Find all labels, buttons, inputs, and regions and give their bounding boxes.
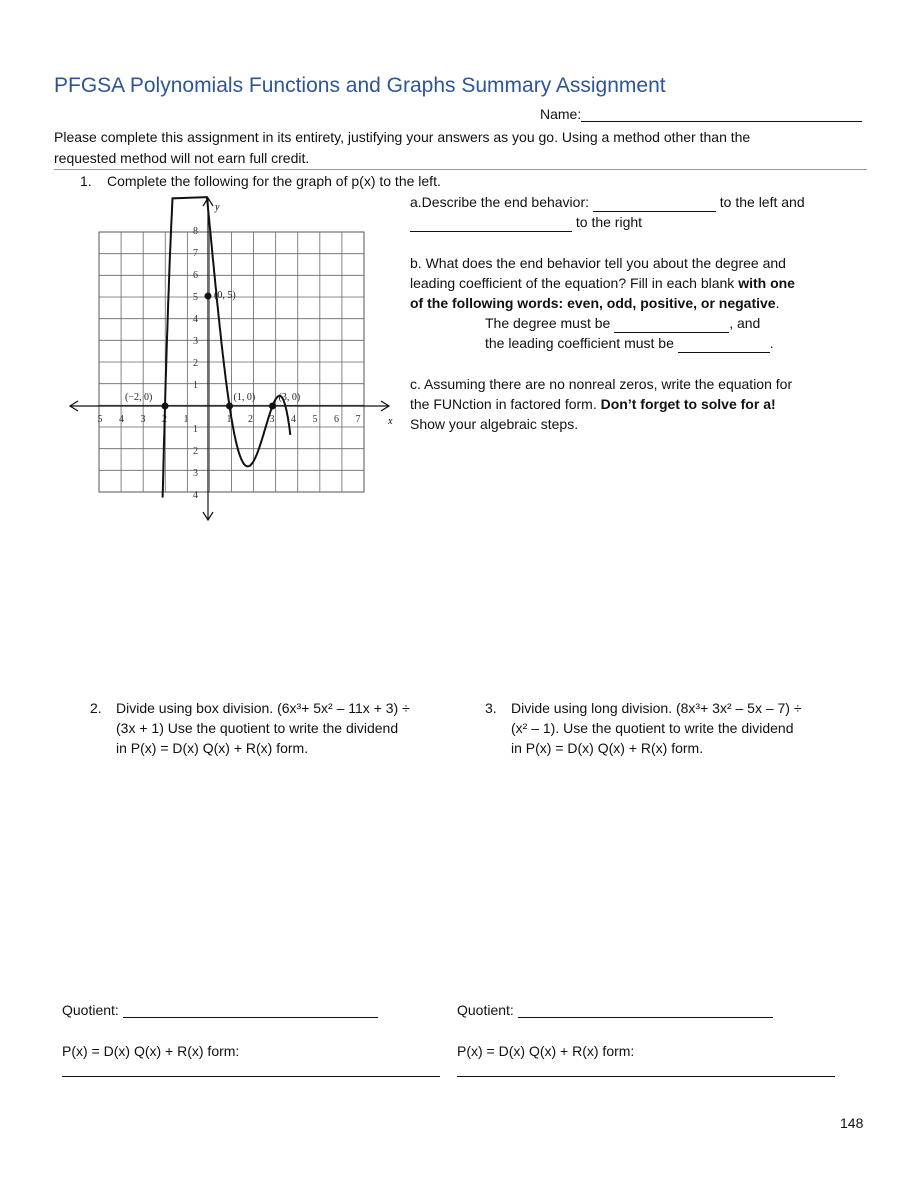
q1a-label: a.Describe the end behavior:	[410, 194, 589, 210]
divider	[54, 169, 867, 170]
q3-line-1: Divide using long division. (8x³+ 3x² – 5x – 7) ÷	[511, 700, 802, 716]
q1a-left-blank[interactable]	[593, 197, 716, 212]
x-tick-label: 2	[162, 414, 167, 425]
q1c-line-3: Show your algebraic steps.	[410, 416, 579, 432]
q3-quotient-row	[457, 1002, 773, 1018]
q2-line-3: in P(x) = D(x) Q(x) + R(x) form.	[116, 740, 309, 756]
y-tick-label: 3	[193, 468, 198, 479]
x-tick-label: 4	[291, 414, 296, 425]
q2-quotient-blank[interactable]	[123, 1003, 378, 1018]
y-tick-label: 7	[193, 248, 198, 259]
q2-line-2: (3x + 1) Use the quotient to write the dividend	[116, 720, 399, 736]
x-tick-label: 7	[355, 414, 361, 425]
q2-quotient-label: Quotient:	[62, 1002, 119, 1018]
graph-point	[205, 293, 212, 300]
x-tick-label: 2	[248, 414, 253, 425]
q3-quotient-label: Quotient:	[457, 1002, 514, 1018]
q1-prompt-text: Complete the following for the graph of p(x) to the left.	[107, 173, 441, 189]
graph-point-label: (1, 0)	[233, 392, 256, 403]
q2-block	[90, 698, 450, 758]
q1-prompt	[80, 173, 441, 189]
x-tick-label: 4	[119, 414, 124, 425]
x-tick-label: 6	[334, 414, 339, 425]
q1c-block	[410, 374, 792, 434]
name-label: Name:	[540, 106, 582, 122]
graph-point-label: (0, 5)	[214, 290, 236, 301]
q1b-block	[410, 253, 795, 353]
q1a-row-2	[410, 212, 642, 232]
x-tick-label: 1	[226, 414, 232, 425]
page-number: 148	[840, 1115, 864, 1131]
q3-block	[485, 698, 855, 758]
q3-form-blank[interactable]	[457, 1076, 835, 1077]
q1c-line-2-bold: Don’t forget to solve for a!	[600, 396, 776, 412]
q1b-degree-blank[interactable]	[614, 318, 729, 333]
q1c-line-2-plain: the FUNction in factored form.	[410, 396, 601, 412]
q1b-line-3-bold: of the following words: even, odd, positive, or negative	[410, 295, 776, 311]
graph-point	[269, 403, 276, 410]
x-tick-label: 5	[312, 414, 318, 425]
x-tick-label: 5	[97, 414, 103, 425]
q3-form-label: P(x) = D(x) Q(x) + R(x) form:	[457, 1043, 635, 1059]
y-tick-label: 1	[193, 424, 198, 435]
name-blank[interactable]	[581, 107, 862, 122]
q1b-line-3-end: .	[775, 295, 780, 311]
name-row	[540, 106, 862, 122]
x-tick-label: 1	[183, 414, 189, 425]
q2-quotient-row	[62, 1002, 378, 1018]
graph-point	[162, 403, 169, 410]
q1b-line-2-bold: with one	[738, 275, 795, 291]
q1a-right-blank[interactable]	[410, 217, 572, 232]
q3-line-2: (x² – 1). Use the quotient to write the dividend	[511, 720, 794, 736]
q1b-line-3	[410, 293, 795, 313]
y-tick-label: 5	[193, 292, 198, 303]
y-tick-label: 6	[193, 270, 198, 281]
q2-form-blank[interactable]	[62, 1076, 440, 1077]
q1b-degree-label: The degree must be	[485, 315, 611, 331]
q1b-degree-row	[485, 313, 795, 333]
x-tick-label: 3	[140, 414, 146, 425]
q1c-line-1: c. Assuming there are no nonreal zeros, write the equation for	[410, 376, 793, 392]
y-tick-label: 8	[193, 226, 198, 237]
q3-number: 3.	[485, 700, 497, 716]
y-tick-label: 2	[193, 358, 198, 369]
q1c-line-2	[410, 394, 792, 414]
graph-point	[226, 403, 233, 410]
page-title: PFGSA Polynomials Functions and Graphs Summary Assignment	[54, 74, 666, 97]
q1b-line-2-plain: leading coefficient of the equation? Fill in each blank	[410, 275, 739, 291]
q3-quotient-blank[interactable]	[518, 1003, 773, 1018]
q1-number: 1.	[80, 173, 92, 189]
x-tick-label: 3	[269, 414, 275, 425]
q1b-coef-blank[interactable]	[678, 338, 770, 353]
y-tick-label: 4	[193, 314, 198, 325]
polynomial-curve	[163, 197, 291, 497]
q1a-right-suffix: to the right	[575, 214, 643, 230]
q1b-line-2	[410, 273, 795, 293]
q1b-coef-row	[485, 333, 795, 353]
instructions-line-1: Please complete this assignment in its entirety, justifying your answers as you go. Using a method other than the	[54, 129, 751, 145]
instructions	[54, 127, 854, 169]
q1b-line-1: b. What does the end behavior tell you about the degree and	[410, 255, 786, 271]
q3-line-3: in P(x) = D(x) Q(x) + R(x) form.	[511, 740, 704, 756]
polynomial-graph	[62, 190, 402, 528]
x-axis-label: x	[388, 416, 393, 427]
q1b-coef-label: the leading coefficient must be	[485, 335, 674, 351]
q2-form-label: P(x) = D(x) Q(x) + R(x) form:	[62, 1043, 240, 1059]
y-tick-label: 1	[193, 380, 198, 391]
q2-number: 2.	[90, 700, 102, 716]
q1b-degree-suffix: , and	[729, 315, 761, 331]
q2-line-1: Divide using box division. (6x³+ 5x² – 11x + 3) ÷	[116, 700, 410, 716]
y-tick-label: 2	[193, 446, 198, 457]
q1a-left-suffix: to the left and	[719, 194, 805, 210]
graph-point-label: (−2, 0)	[125, 392, 153, 403]
instructions-line-2: requested method will not earn full credit.	[54, 150, 310, 166]
y-axis-label: y	[215, 202, 220, 213]
q1a-row-1	[410, 192, 805, 212]
graph-point-label: (3, 0)	[278, 392, 301, 403]
y-tick-label: 4	[193, 490, 198, 501]
y-tick-label: 3	[193, 336, 198, 347]
q1b-coef-suffix: .	[769, 335, 774, 351]
